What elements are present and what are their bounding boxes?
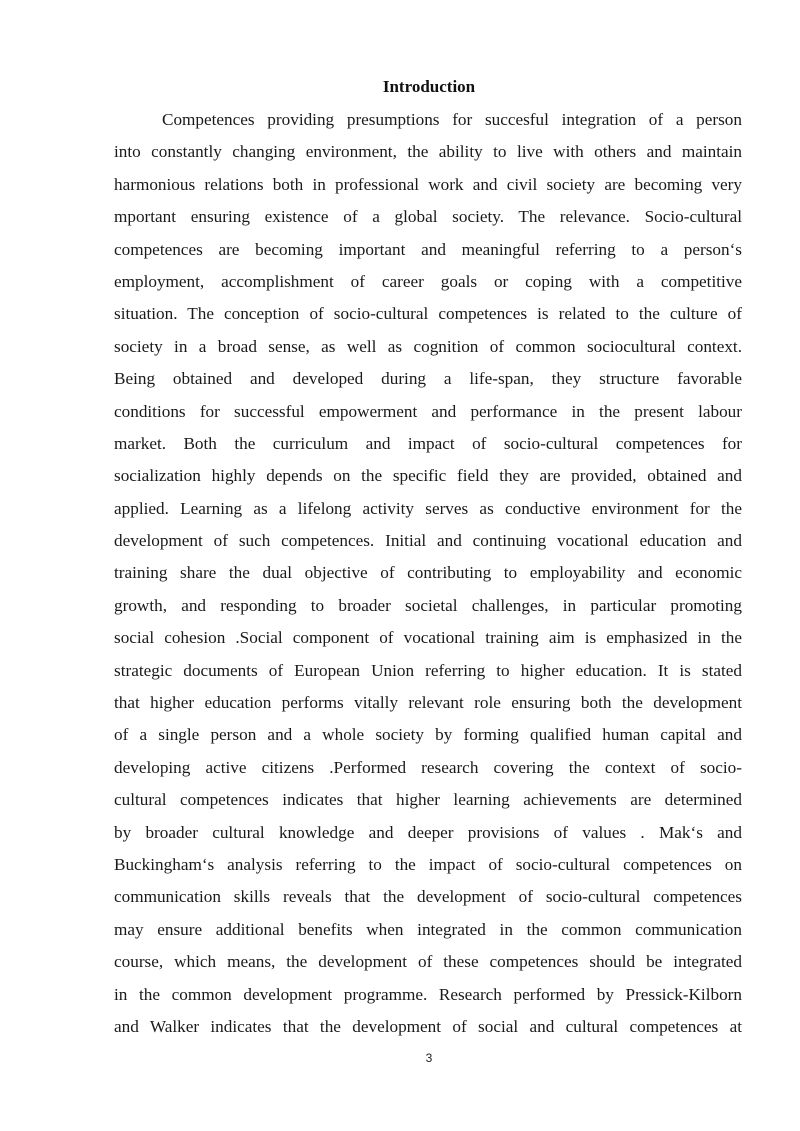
text-line: and Walker indicates that the development of social and cultural competences at: [114, 1016, 742, 1036]
text-line: communication skills reveals that the development of socio-cultural competences: [114, 887, 742, 907]
text-line: market. Both the curriculum and impact of socio-cultural competences for: [114, 433, 742, 453]
text-line: conditions for successful empowerment and performance in the present labour: [114, 401, 742, 421]
text-line: mportant ensuring existence of a global society. The relevance. Socio-cultural: [114, 207, 742, 227]
text-line: employment, accomplishment of career goals or coping with a competitive: [114, 271, 742, 291]
text-line: Competences providing presumptions for succesful integration of a person: [162, 110, 742, 129]
text-line: competences are becoming important and meaningful referring to a person‘s: [114, 239, 742, 259]
text-line: social cohesion .Social component of vocational training aim is emphasized in the: [114, 628, 742, 648]
text-line: applied. Learning as a lifelong activity serves as conductive environment for the: [114, 498, 742, 518]
text-line: in the common development programme. Research performed by Pressick-Kilborn: [114, 984, 742, 1004]
text-line: training share the dual objective of contributing to employability and economic: [114, 563, 742, 583]
text-line: development of such competences. Initial and continuing vocational education and: [114, 531, 742, 551]
text-line: course, which means, the development of these competences should be integrated: [114, 952, 742, 972]
text-line: harmonious relations both in professional work and civil society are becoming very: [114, 174, 742, 194]
text-line: of a single person and a whole society by forming qualified human capital and: [114, 725, 742, 745]
text-line: growth, and responding to broader societal challenges, in particular promoting: [114, 595, 742, 615]
text-line: developing active citizens .Performed research covering the context of socio-: [114, 757, 742, 777]
text-line: society in a broad sense, as well as cognition of common sociocultural context.: [114, 336, 742, 356]
text-line: cultural competences indicates that higher learning achievements are determined: [114, 790, 742, 810]
text-line: that higher education performs vitally relevant role ensuring both the development: [114, 693, 742, 713]
section-heading: Introduction: [382, 77, 476, 96]
text-line: may ensure additional benefits when integrated in the common communication: [114, 919, 742, 939]
page-number: 3: [425, 1051, 433, 1065]
text-line: into constantly changing environment, the ability to live with others and maintain: [114, 142, 742, 162]
text-line: Buckingham‘s analysis referring to the impact of socio-cultural competences on: [114, 854, 742, 874]
body-paragraph: [114, 104, 742, 1043]
text-line: Being obtained and developed during a life-span, they structure favorable: [114, 369, 742, 389]
text-line: situation. The conception of socio-cultural competences is related to the culture of: [114, 304, 742, 324]
text-line: socialization highly depends on the specific field they are provided, obtained and: [114, 466, 742, 486]
text-line: by broader cultural knowledge and deeper provisions of values . Mak‘s and: [114, 822, 742, 842]
text-line: strategic documents of European Union referring to higher education. It is stated: [114, 660, 742, 680]
